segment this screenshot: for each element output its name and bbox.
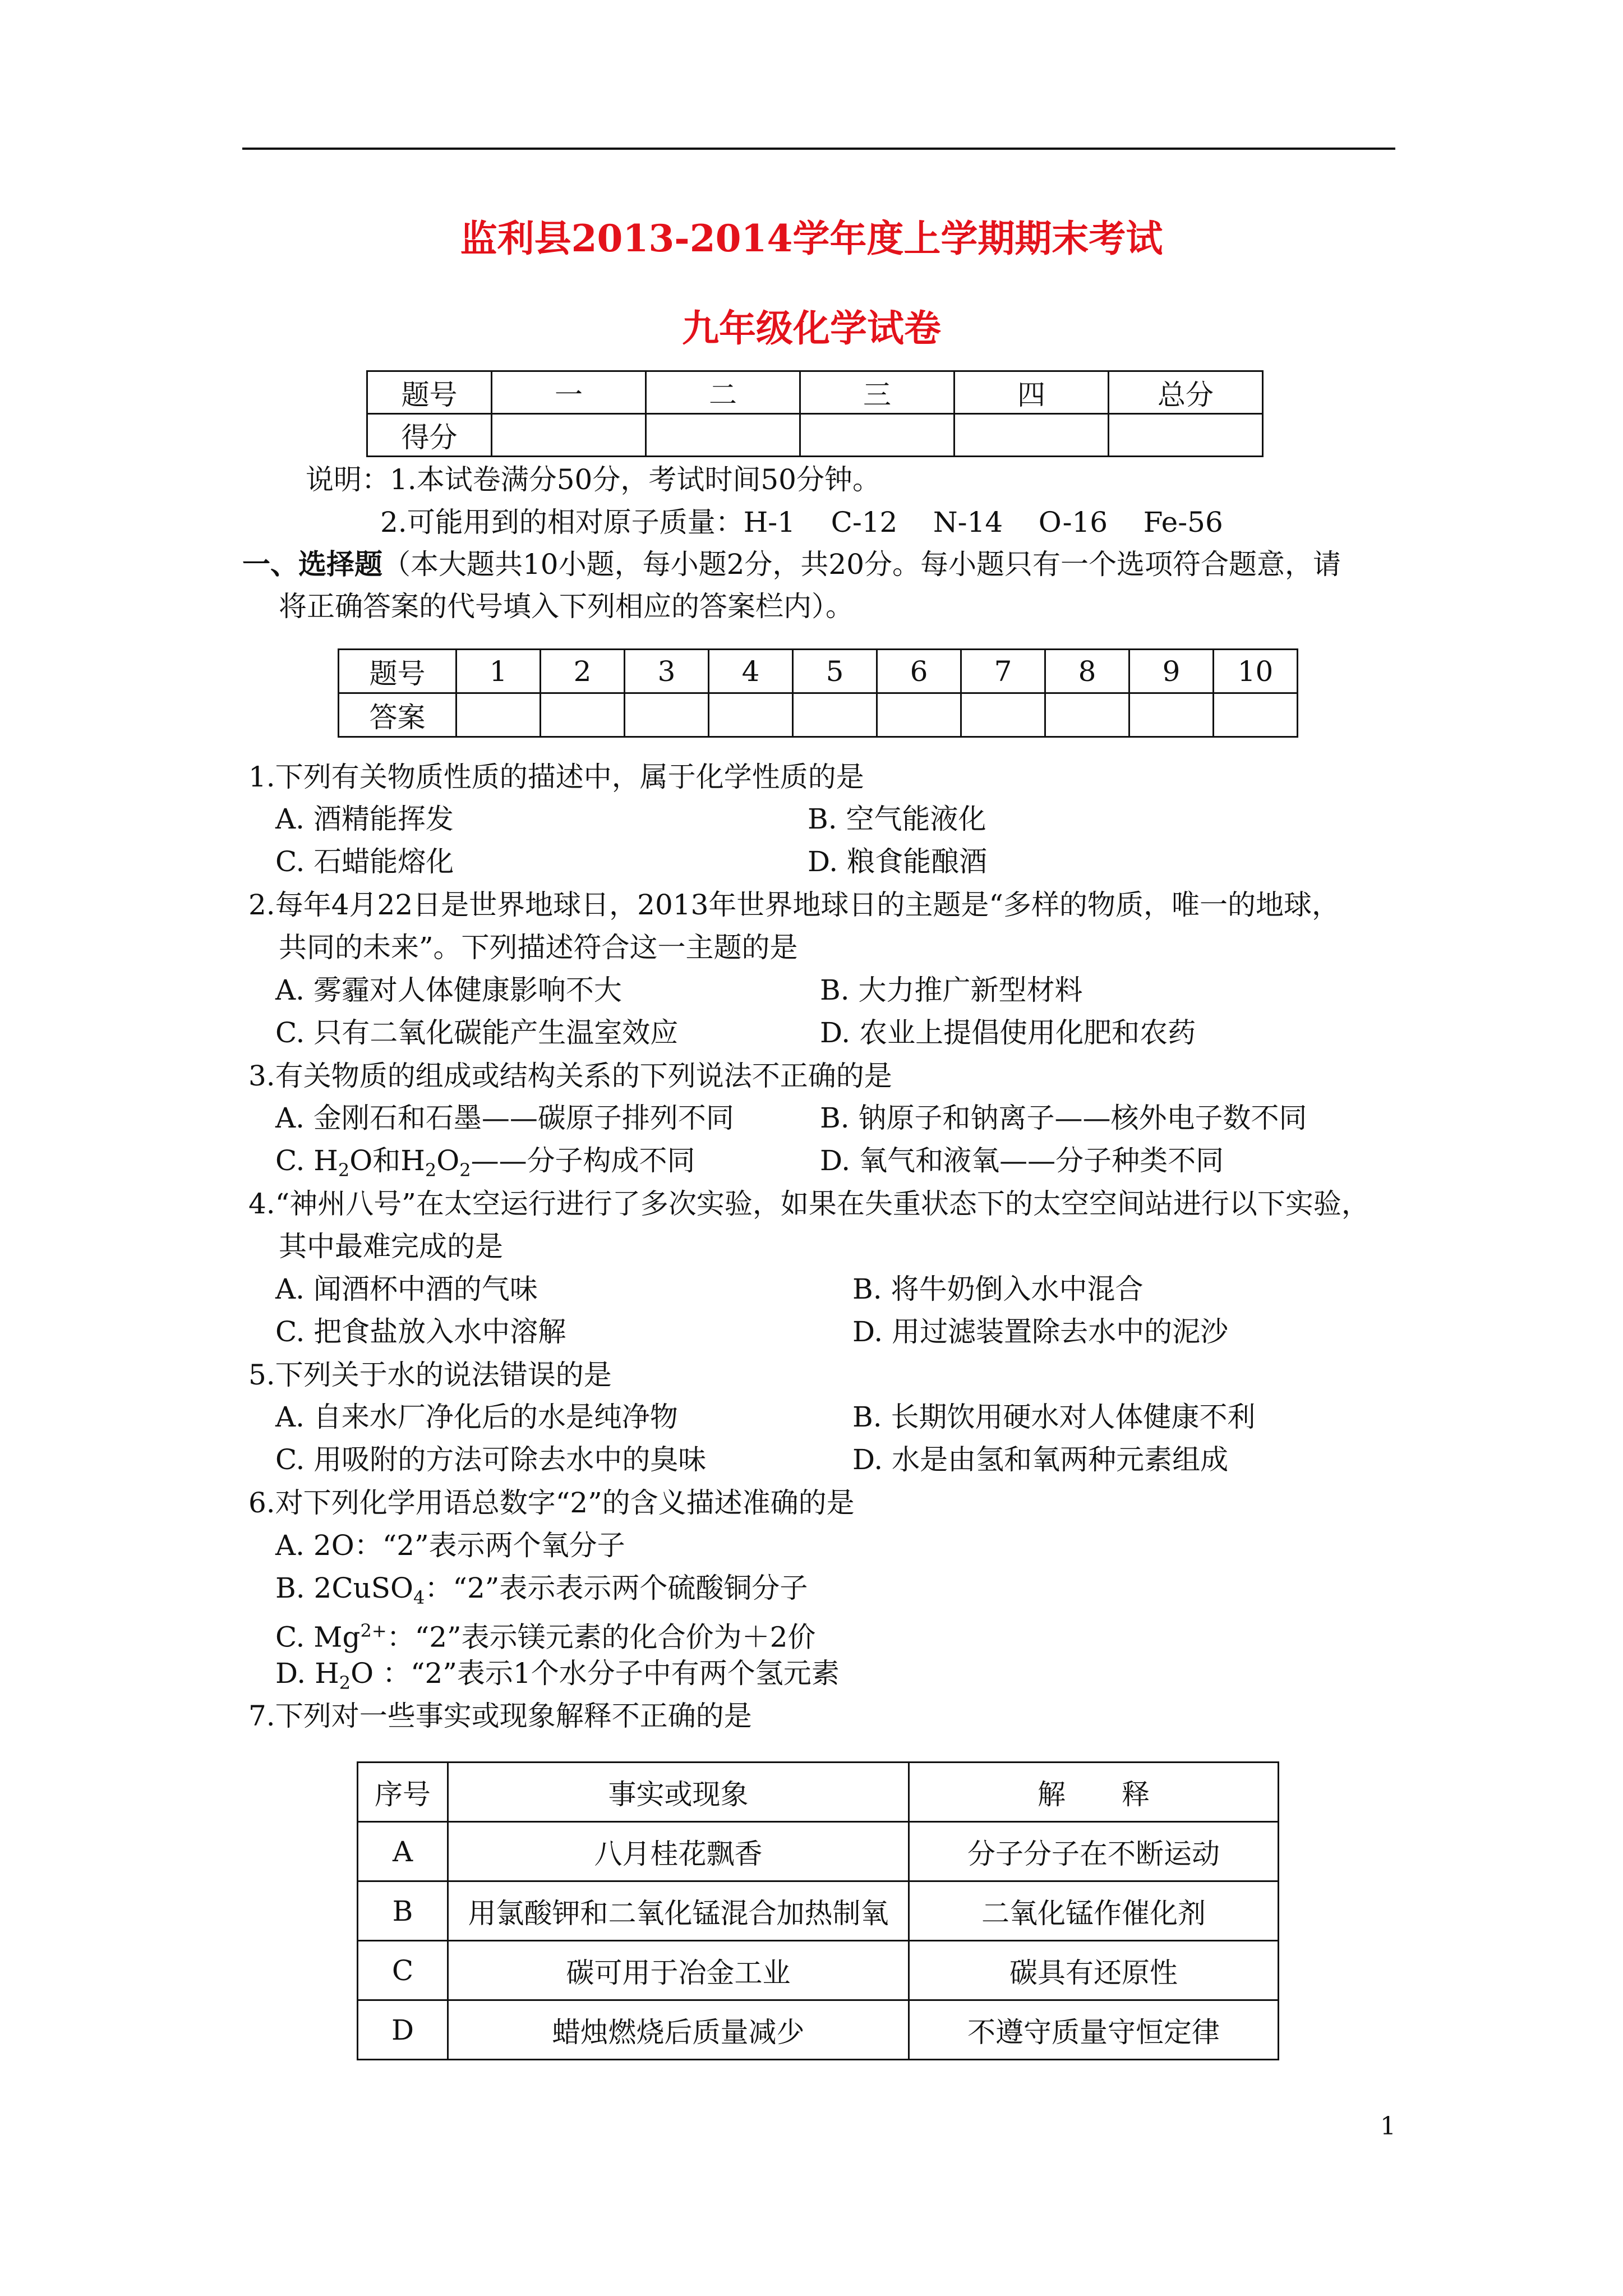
q6-option-b: B. 2CuSO$_4$：“2”表示表示两个硫酸铜分子 bbox=[275, 1572, 808, 1608]
q5-option-d: D. 水是由氢和氧两种元素组成 bbox=[852, 1443, 1229, 1476]
top-rule bbox=[242, 148, 1395, 150]
q7-stem: 7.下列对一些事实或现象解释不正确的是 bbox=[248, 1700, 752, 1732]
page-number: 1 bbox=[1380, 2112, 1396, 2141]
q7-cell: 用氯酸钾和二氧化锰混合加热制氧 bbox=[448, 1881, 909, 1941]
table-row bbox=[358, 1881, 1279, 1941]
q4-stem-2: 其中最难完成的是 bbox=[279, 1230, 503, 1263]
answer-header-cell: 2 bbox=[541, 650, 625, 693]
answer-cell bbox=[457, 693, 541, 737]
table-row bbox=[358, 1941, 1279, 2000]
q3-option-d: D. 氧气和液氧——分子种类不同 bbox=[820, 1144, 1224, 1177]
q4-option-a: A. 闻酒杯中酒的气味 bbox=[275, 1273, 538, 1305]
q7-cell: 不遵守质量守恒定律 bbox=[909, 2000, 1279, 2060]
answer-header-cell: 题号 bbox=[339, 650, 457, 693]
q2-option-d: D. 农业上提倡使用化肥和农药 bbox=[820, 1016, 1196, 1049]
q7-cell: 蜡烛燃烧后质量减少 bbox=[448, 2000, 909, 2060]
q7-cell: A bbox=[358, 1822, 448, 1881]
q3-option-c: C. $H_2O$和$H_2O_2——$分子构成不同 bbox=[275, 1144, 695, 1181]
score-header-cell: 一 bbox=[492, 371, 646, 414]
q5-option-b: B. 长期饮用硬水对人体健康不利 bbox=[852, 1401, 1256, 1433]
note-1: 说明：1.本试卷满分50分，考试时间50分钟。 bbox=[306, 463, 880, 496]
score-cell bbox=[955, 414, 1109, 457]
page-title: 监利县2013-2014学年度上学期期末考试 bbox=[460, 217, 1163, 260]
q2-option-b: B. 大力推广新型材料 bbox=[820, 974, 1083, 1006]
score-cell bbox=[1109, 414, 1263, 457]
q7-cell: 碳可用于冶金工业 bbox=[448, 1941, 909, 2000]
q1-option-a: A. 酒精能挥发 bbox=[275, 803, 454, 835]
score-cell bbox=[646, 414, 800, 457]
q7-cell: D bbox=[358, 2000, 448, 2060]
q2-option-a: A. 雾霾对人体健康影响不大 bbox=[275, 974, 622, 1006]
score-header-cell: 四 bbox=[955, 371, 1109, 414]
answer-header-cell: 8 bbox=[1045, 650, 1129, 693]
score-cell bbox=[800, 414, 955, 457]
q6-option-c: C. $Mg^{2+}$：“2”表示镁元素的化合价为＋2价 bbox=[275, 1620, 816, 1654]
q1-option-b: B. 空气能液化 bbox=[808, 803, 986, 835]
section-1-desc-2: 将正确答案的代号填入下列相应的答案栏内）。 bbox=[279, 590, 854, 623]
section-desc: （本大题共10小题，每小题2分，共20分。每小题只有一个选项符合题意，请 bbox=[382, 548, 1341, 581]
answer-header-cell: 9 bbox=[1129, 650, 1214, 693]
q7-table-header-row bbox=[358, 1763, 1279, 1822]
answer-cell bbox=[541, 693, 625, 737]
q3-option-a: A. 金刚石和石墨——碳原子排列不同 bbox=[275, 1102, 734, 1134]
table-row bbox=[358, 1822, 1279, 1881]
score-header-cell: 二 bbox=[646, 371, 800, 414]
q7-cell: 八月桂花飘香 bbox=[448, 1822, 909, 1881]
q7-header-cell: 序号 bbox=[358, 1763, 448, 1822]
answer-cell bbox=[1129, 693, 1214, 737]
q7-cell: 二氧化锰作催化剂 bbox=[909, 1881, 1279, 1941]
q3-stem: 3.有关物质的组成或结构关系的下列说法不正确的是 bbox=[248, 1060, 892, 1092]
score-header-cell: 总分 bbox=[1109, 371, 1263, 414]
score-cell bbox=[492, 414, 646, 457]
q3-option-b: B. 钠原子和钠离子——核外电子数不同 bbox=[820, 1102, 1307, 1134]
answer-header-cell: 10 bbox=[1214, 650, 1298, 693]
q4-option-b: B. 将牛奶倒入水中混合 bbox=[852, 1273, 1144, 1305]
score-header-cell: 题号 bbox=[367, 371, 492, 414]
q7-cell: 碳具有还原性 bbox=[909, 1941, 1279, 2000]
answer-cell bbox=[961, 693, 1045, 737]
answer-cell bbox=[1045, 693, 1129, 737]
q4-stem-1: 4.“神州八号”在太空运行进行了多次实验，如果在失重状态下的太空空间站进行以下实验， bbox=[248, 1188, 1370, 1220]
answer-header-cell: 6 bbox=[877, 650, 961, 693]
q4-option-d: D. 用过滤装置除去水中的泥沙 bbox=[852, 1315, 1229, 1348]
q1-option-c: C. 石蜡能熔化 bbox=[275, 845, 454, 878]
q1-option-d: D. 粮食能酿酒 bbox=[808, 845, 988, 878]
q7-header-cell: 事实或现象 bbox=[448, 1763, 909, 1822]
note-2: 2.可能用到的相对原子质量：H-1 C-12 N-14 O-16 Fe-56 bbox=[380, 506, 1223, 539]
answer-header-cell: 3 bbox=[625, 650, 709, 693]
q7-table bbox=[357, 1761, 1279, 2060]
q6-option-a: A. 2O：“2”表示两个氧分子 bbox=[275, 1529, 625, 1562]
answer-cell bbox=[709, 693, 793, 737]
q7-cell: 分子分子在不断运动 bbox=[909, 1822, 1279, 1881]
q6-option-d: D. $H_2O$ ：“2”表示1个水分子中有两个氢元素 bbox=[275, 1657, 840, 1694]
page-subtitle: 九年级化学试卷 bbox=[682, 306, 941, 350]
answer-cell bbox=[625, 693, 709, 737]
answer-header-cell: 4 bbox=[709, 650, 793, 693]
q2-stem-1: 2.每年4月22日是世界地球日，2013年世界地球日的主题是“多样的物质，唯一的地球， bbox=[248, 889, 1340, 921]
q2-stem-2: 共同的未来”。下列描述符合这一主题的是 bbox=[279, 931, 798, 964]
section-1-intro bbox=[242, 545, 1341, 584]
q5-option-a: A. 自来水厂净化后的水是纯净物 bbox=[275, 1401, 678, 1433]
answer-cell bbox=[1214, 693, 1298, 737]
q2-option-c: C. 只有二氧化碳能产生温室效应 bbox=[275, 1016, 679, 1049]
q7-cell: C bbox=[358, 1941, 448, 2000]
q7-cell: B bbox=[358, 1881, 448, 1941]
q5-stem: 5.下列关于水的说法错误的是 bbox=[248, 1359, 612, 1391]
score-row-label: 得分 bbox=[367, 414, 492, 457]
q5-option-c: C. 用吸附的方法可除去水中的臭味 bbox=[275, 1443, 707, 1476]
table-row bbox=[358, 2000, 1279, 2060]
answer-cell bbox=[793, 693, 877, 737]
q6-stem: 6.对下列化学用语总数字“2”的含义描述准确的是 bbox=[248, 1487, 855, 1519]
answer-cell bbox=[877, 693, 961, 737]
score-header-cell: 三 bbox=[800, 371, 955, 414]
answer-row-label: 答案 bbox=[339, 693, 457, 737]
q4-option-c: C. 把食盐放入水中溶解 bbox=[275, 1315, 566, 1348]
section-heading: 一、选择题 bbox=[242, 547, 382, 581]
score-table bbox=[366, 370, 1264, 457]
answer-header-cell: 7 bbox=[961, 650, 1045, 693]
answer-table bbox=[338, 648, 1298, 738]
answer-header-cell: 1 bbox=[457, 650, 541, 693]
q1-stem: 1.下列有关物质性质的描述中，属于化学性质的是 bbox=[248, 761, 864, 793]
answer-header-cell: 5 bbox=[793, 650, 877, 693]
q7-header-cell: 解 释 bbox=[909, 1763, 1279, 1822]
